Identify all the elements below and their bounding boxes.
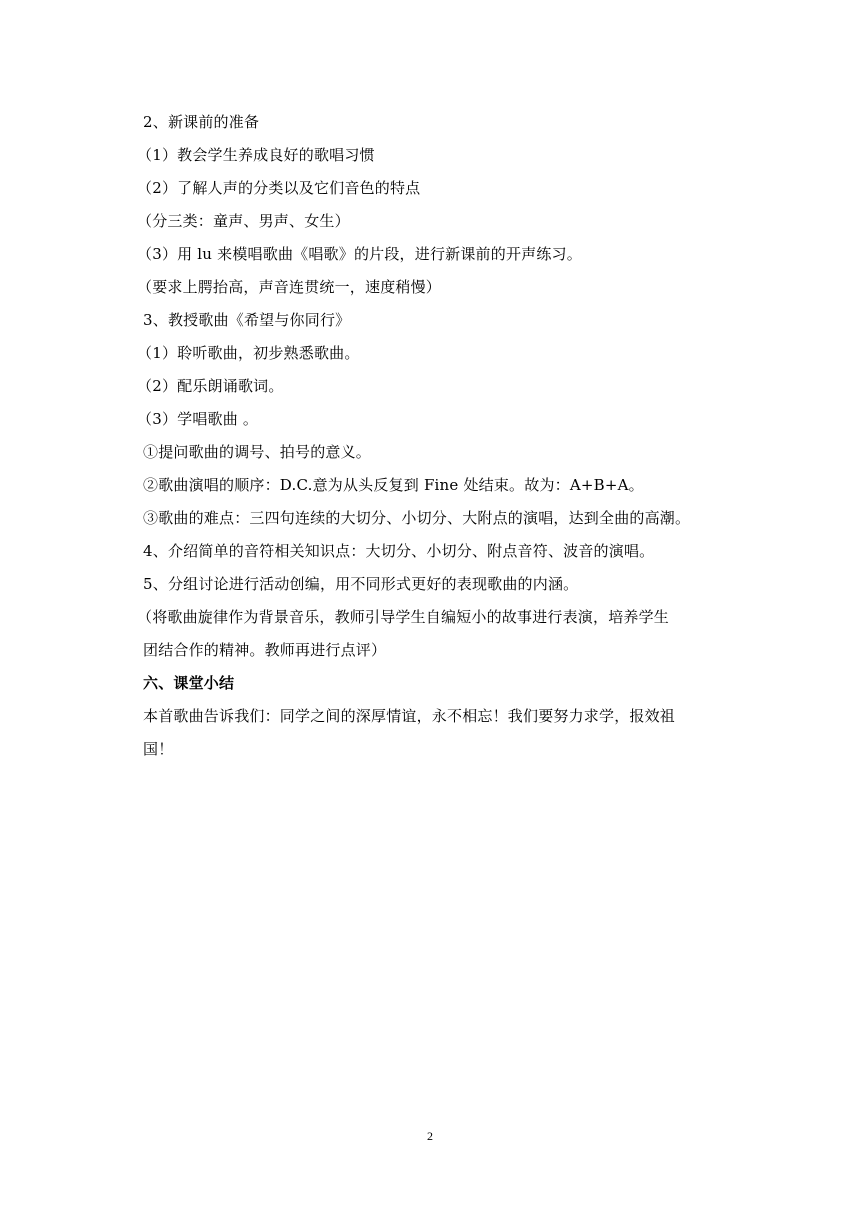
list-item: （1）聆听歌曲，初步熟悉歌曲。 bbox=[137, 344, 360, 362]
paragraph-line: （将歌曲旋律作为背景音乐，教师引导学生自编短小的故事进行表演，培养学生 bbox=[137, 608, 670, 626]
subheading-note-knowledge: 4、介绍简单的音符相关知识点：大切分、小切分、附点音符、波音的演唱。 bbox=[143, 542, 655, 560]
subheading-group-discussion: 5、分组讨论进行活动创编，用不同形式更好的表现歌曲的内涵。 bbox=[143, 575, 579, 593]
list-item: （1）教会学生养成良好的歌唱习惯 bbox=[137, 146, 375, 164]
list-item: ②歌曲演唱的顺序：D.C.意为从头反复到 Fine 处结束。故为：A+B+A。 bbox=[143, 476, 644, 494]
list-item: （分三类：童声、男声、女生） bbox=[137, 212, 350, 230]
list-item: ③歌曲的难点：三四句连续的大切分、小切分、大附点的演唱，达到全曲的高潮。 bbox=[143, 509, 691, 527]
page-content bbox=[137, 106, 763, 766]
subheading-lesson-prep: 2、新课前的准备 bbox=[143, 113, 260, 131]
summary-line: 国！ bbox=[143, 740, 174, 758]
paragraph-line: 团结合作的精神。教师再进行点评） bbox=[143, 641, 387, 659]
list-item: （2）配乐朗诵歌词。 bbox=[137, 377, 284, 395]
list-item: （要求上腭抬高，声音连贯统一，速度稍慢） bbox=[137, 278, 442, 296]
page-number: 2 bbox=[427, 1129, 433, 1143]
list-item: （3）用 lu 来模唱歌曲《唱歌》的片段，进行新课前的开声练习。 bbox=[137, 245, 582, 263]
subheading-teach-song: 3、教授歌曲《希望与你同行》 bbox=[143, 311, 351, 329]
list-item: （3）学唱歌曲 。 bbox=[137, 410, 259, 428]
list-item: ①提问歌曲的调号、拍号的意义。 bbox=[143, 443, 372, 461]
summary-line: 本首歌曲告诉我们：同学之间的深厚情谊，永不相忘！我们要努力求学，报效祖 bbox=[143, 707, 676, 725]
list-item: （2）了解人声的分类以及它们音色的特点 bbox=[137, 179, 421, 197]
section-heading-summary: 六、课堂小结 bbox=[143, 674, 235, 692]
